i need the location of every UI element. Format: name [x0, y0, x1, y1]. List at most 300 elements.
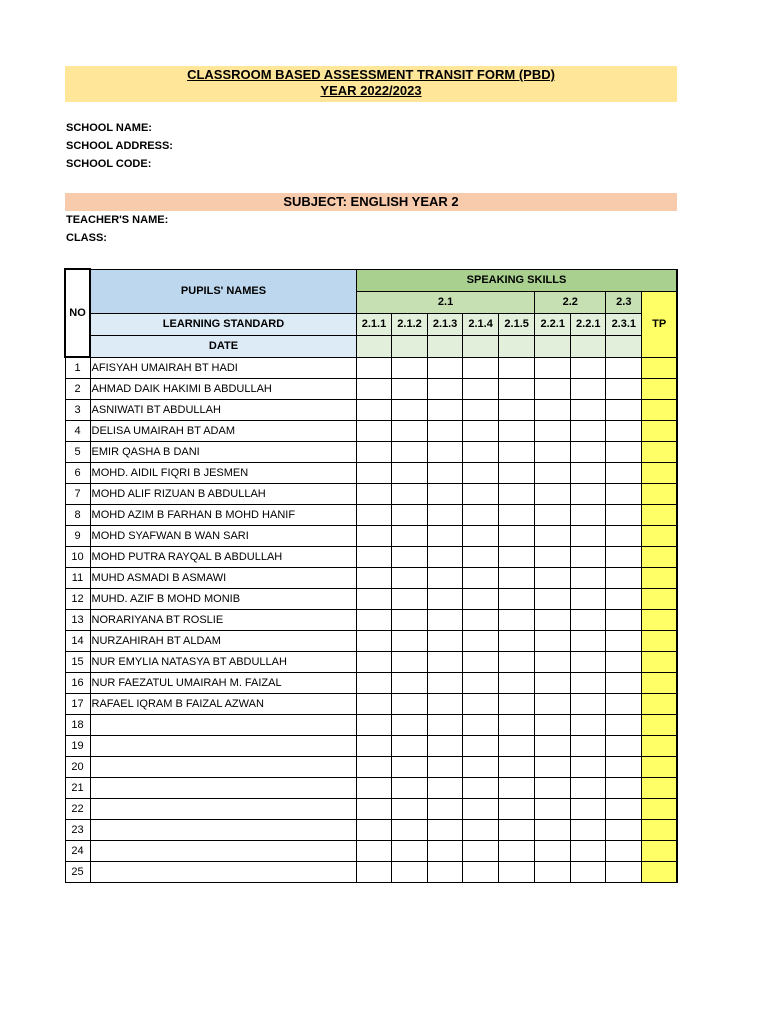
- learning-standard-label: LEARNING STANDARD: [90, 313, 356, 335]
- table-row: [65, 778, 677, 799]
- score-cell[interactable]: [356, 484, 391, 505]
- score-cell[interactable]: [428, 673, 463, 694]
- pupil-name[interactable]: NURZAHIRAH BT ALDAM: [90, 631, 356, 652]
- score-cell[interactable]: [428, 778, 463, 799]
- score-cell[interactable]: [535, 610, 571, 631]
- score-cell[interactable]: [535, 400, 571, 421]
- score-cell[interactable]: [463, 757, 499, 778]
- score-cell[interactable]: [356, 505, 391, 526]
- tp-cell[interactable]: [642, 589, 677, 610]
- pupil-name[interactable]: AHMAD DAIK HAKIMI B ABDULLAH: [90, 379, 356, 400]
- tp-cell[interactable]: [642, 421, 677, 442]
- score-cell[interactable]: [571, 715, 606, 736]
- score-cell[interactable]: [499, 379, 535, 400]
- score-cell[interactable]: [463, 421, 499, 442]
- score-cell[interactable]: [571, 442, 606, 463]
- score-cell[interactable]: [499, 652, 535, 673]
- score-cell[interactable]: [535, 778, 571, 799]
- score-cell[interactable]: [606, 673, 642, 694]
- score-cell[interactable]: [463, 610, 499, 631]
- school-name-label: SCHOOL NAME:: [66, 122, 152, 134]
- form-title: CLASSROOM BASED ASSESSMENT TRANSIT FORM (PBD): [187, 67, 555, 82]
- score-cell[interactable]: [606, 631, 642, 652]
- score-cell[interactable]: [428, 757, 463, 778]
- score-cell[interactable]: [392, 799, 428, 820]
- score-cell[interactable]: [356, 715, 391, 736]
- tp-cell[interactable]: [642, 610, 677, 631]
- score-cell[interactable]: [535, 820, 571, 841]
- tp-cell[interactable]: [642, 442, 677, 463]
- score-cell[interactable]: [392, 547, 428, 568]
- form-year: YEAR 2022/2023: [320, 83, 422, 98]
- tp-cell[interactable]: [642, 715, 677, 736]
- score-cell[interactable]: [499, 841, 535, 862]
- score-cell[interactable]: [571, 799, 606, 820]
- pupil-name[interactable]: [90, 757, 356, 778]
- score-cell[interactable]: [463, 442, 499, 463]
- score-cell[interactable]: [499, 442, 535, 463]
- score-cell[interactable]: [356, 400, 391, 421]
- score-cell[interactable]: [606, 442, 642, 463]
- score-cell[interactable]: [428, 568, 463, 589]
- score-cell[interactable]: [463, 526, 499, 547]
- score-cell[interactable]: [428, 526, 463, 547]
- score-cell[interactable]: [392, 421, 428, 442]
- score-cell[interactable]: [571, 610, 606, 631]
- score-cell[interactable]: [499, 820, 535, 841]
- pupil-name[interactable]: [90, 736, 356, 757]
- table-row: [65, 547, 677, 568]
- score-cell[interactable]: [606, 463, 642, 484]
- score-cell[interactable]: [392, 568, 428, 589]
- score-cell[interactable]: [499, 463, 535, 484]
- score-cell[interactable]: [606, 736, 642, 757]
- score-cell[interactable]: [535, 463, 571, 484]
- score-cell[interactable]: [571, 526, 606, 547]
- score-cell[interactable]: [606, 421, 642, 442]
- pupil-name[interactable]: ASNIWATI BT ABDULLAH: [90, 400, 356, 421]
- pupil-name[interactable]: NUR FAEZATUL UMAIRAH M. FAIZAL: [90, 673, 356, 694]
- score-cell[interactable]: [463, 400, 499, 421]
- pupil-rows: [65, 357, 677, 883]
- score-cell[interactable]: [463, 357, 499, 379]
- score-cell[interactable]: [392, 862, 428, 883]
- score-cell[interactable]: [606, 610, 642, 631]
- score-cell[interactable]: [535, 694, 571, 715]
- date-cell[interactable]: [356, 335, 391, 357]
- pupil-name[interactable]: MOHD. AIDIL FIQRI B JESMEN: [90, 463, 356, 484]
- pupil-name[interactable]: MUHD ASMADI B ASMAWI: [90, 568, 356, 589]
- score-cell[interactable]: [606, 547, 642, 568]
- score-cell[interactable]: [499, 862, 535, 883]
- score-cell[interactable]: [463, 820, 499, 841]
- row-number: 15: [65, 652, 90, 673]
- score-cell[interactable]: [392, 463, 428, 484]
- score-cell[interactable]: [463, 589, 499, 610]
- standard-header: 2.2.1: [571, 313, 606, 335]
- score-cell[interactable]: [499, 673, 535, 694]
- row-number: 9: [65, 526, 90, 547]
- date-cell[interactable]: [463, 335, 499, 357]
- score-cell[interactable]: [463, 484, 499, 505]
- pupil-name[interactable]: DELISA UMAIRAH BT ADAM: [90, 421, 356, 442]
- score-cell[interactable]: [463, 715, 499, 736]
- table-row: [65, 357, 677, 379]
- score-cell[interactable]: [428, 631, 463, 652]
- score-cell[interactable]: [535, 484, 571, 505]
- pupil-name[interactable]: MOHD AZIM B FARHAN B MOHD HANIF: [90, 505, 356, 526]
- table-row: [65, 694, 677, 715]
- score-cell[interactable]: [571, 841, 606, 862]
- pupil-name[interactable]: [90, 841, 356, 862]
- pupil-name[interactable]: MOHD PUTRA RAYQAL B ABDULLAH: [90, 547, 356, 568]
- score-cell[interactable]: [606, 694, 642, 715]
- tp-cell[interactable]: [642, 778, 677, 799]
- table-row: [65, 757, 677, 778]
- score-cell[interactable]: [356, 652, 391, 673]
- score-cell[interactable]: [571, 778, 606, 799]
- score-cell[interactable]: [428, 421, 463, 442]
- pupil-name[interactable]: MUHD. AZIF B MOHD MONIB: [90, 589, 356, 610]
- score-cell[interactable]: [571, 820, 606, 841]
- score-cell[interactable]: [571, 652, 606, 673]
- tp-cell[interactable]: [642, 820, 677, 841]
- score-cell[interactable]: [428, 610, 463, 631]
- row-number: 6: [65, 463, 90, 484]
- score-cell[interactable]: [428, 862, 463, 883]
- standard-header: 2.1.2: [392, 313, 428, 335]
- score-cell[interactable]: [356, 862, 391, 883]
- score-cell[interactable]: [463, 547, 499, 568]
- row-number: 1: [65, 357, 90, 379]
- score-cell[interactable]: [356, 421, 391, 442]
- score-cell[interactable]: [499, 757, 535, 778]
- score-cell[interactable]: [392, 715, 428, 736]
- pupil-name[interactable]: NUR EMYLIA NATASYA BT ABDULLAH: [90, 652, 356, 673]
- score-cell[interactable]: [535, 841, 571, 862]
- score-cell[interactable]: [499, 484, 535, 505]
- pupil-name[interactable]: [90, 820, 356, 841]
- pupil-name[interactable]: [90, 862, 356, 883]
- score-cell[interactable]: [356, 547, 391, 568]
- score-cell[interactable]: [499, 568, 535, 589]
- score-cell[interactable]: [606, 841, 642, 862]
- pupil-name[interactable]: RAFAEL IQRAM B FAIZAL AZWAN: [90, 694, 356, 715]
- score-cell[interactable]: [356, 694, 391, 715]
- tp-cell[interactable]: [642, 379, 677, 400]
- score-cell[interactable]: [499, 799, 535, 820]
- row-number: 22: [65, 799, 90, 820]
- score-cell[interactable]: [571, 568, 606, 589]
- score-cell[interactable]: [392, 400, 428, 421]
- score-cell[interactable]: [463, 673, 499, 694]
- tp-cell[interactable]: [642, 799, 677, 820]
- score-cell[interactable]: [606, 526, 642, 547]
- table-row: [65, 379, 677, 400]
- score-cell[interactable]: [535, 357, 571, 379]
- date-cell[interactable]: [499, 335, 535, 357]
- score-cell[interactable]: [463, 379, 499, 400]
- score-cell[interactable]: [606, 820, 642, 841]
- tp-cell[interactable]: [642, 400, 677, 421]
- score-cell[interactable]: [463, 463, 499, 484]
- pupil-name[interactable]: [90, 778, 356, 799]
- score-cell[interactable]: [392, 736, 428, 757]
- score-cell[interactable]: [606, 715, 642, 736]
- table-row: [65, 526, 677, 547]
- score-cell[interactable]: [392, 652, 428, 673]
- score-cell[interactable]: [428, 715, 463, 736]
- score-cell[interactable]: [606, 652, 642, 673]
- row-number: 3: [65, 400, 90, 421]
- score-cell[interactable]: [499, 610, 535, 631]
- date-cell[interactable]: [606, 335, 642, 357]
- score-cell[interactable]: [499, 631, 535, 652]
- score-cell[interactable]: [606, 862, 642, 883]
- table-row: [65, 463, 677, 484]
- school-info: [66, 119, 173, 173]
- score-cell[interactable]: [428, 736, 463, 757]
- score-cell[interactable]: [499, 400, 535, 421]
- date-cell[interactable]: [392, 335, 428, 357]
- score-cell[interactable]: [428, 694, 463, 715]
- score-cell[interactable]: [535, 547, 571, 568]
- score-cell[interactable]: [392, 841, 428, 862]
- pupil-name[interactable]: AFISYAH UMAIRAH BT HADI: [90, 357, 356, 379]
- score-cell[interactable]: [463, 799, 499, 820]
- score-cell[interactable]: [392, 357, 428, 379]
- tp-cell[interactable]: [642, 736, 677, 757]
- group-header-2-2: 2.2: [535, 291, 606, 313]
- score-cell[interactable]: [571, 379, 606, 400]
- tp-cell[interactable]: [642, 862, 677, 883]
- score-cell[interactable]: [356, 631, 391, 652]
- score-cell[interactable]: [428, 505, 463, 526]
- score-cell[interactable]: [606, 505, 642, 526]
- tp-cell[interactable]: [642, 673, 677, 694]
- score-cell[interactable]: [392, 820, 428, 841]
- row-number: 4: [65, 421, 90, 442]
- score-cell[interactable]: [463, 841, 499, 862]
- tp-cell[interactable]: [642, 694, 677, 715]
- form-title-block: [65, 66, 677, 102]
- tp-header: TP: [642, 291, 677, 357]
- score-cell[interactable]: [535, 757, 571, 778]
- tp-cell[interactable]: [642, 841, 677, 862]
- score-cell[interactable]: [392, 673, 428, 694]
- score-cell[interactable]: [571, 421, 606, 442]
- score-cell[interactable]: [571, 547, 606, 568]
- score-cell[interactable]: [392, 526, 428, 547]
- date-cell[interactable]: [535, 335, 571, 357]
- score-cell[interactable]: [428, 589, 463, 610]
- score-cell[interactable]: [571, 484, 606, 505]
- standard-header: 2.3.1: [606, 313, 642, 335]
- score-cell[interactable]: [571, 357, 606, 379]
- table-row: [65, 862, 677, 883]
- score-cell[interactable]: [463, 652, 499, 673]
- group-header-2-3: 2.3: [606, 291, 642, 313]
- score-cell[interactable]: [606, 799, 642, 820]
- score-cell[interactable]: [428, 484, 463, 505]
- score-cell[interactable]: [428, 400, 463, 421]
- row-number: 21: [65, 778, 90, 799]
- score-cell[interactable]: [535, 505, 571, 526]
- pupil-name[interactable]: MOHD ALIF RIZUAN B ABDULLAH: [90, 484, 356, 505]
- score-cell[interactable]: [499, 547, 535, 568]
- score-cell[interactable]: [606, 484, 642, 505]
- table-row: [65, 400, 677, 421]
- score-cell[interactable]: [499, 505, 535, 526]
- score-cell[interactable]: [392, 631, 428, 652]
- date-cell[interactable]: [428, 335, 463, 357]
- score-cell[interactable]: [606, 568, 642, 589]
- school-address-label: SCHOOL ADDRESS:: [66, 140, 173, 152]
- pupil-name[interactable]: EMIR QASHA B DANI: [90, 442, 356, 463]
- score-cell[interactable]: [428, 463, 463, 484]
- score-cell[interactable]: [356, 610, 391, 631]
- table-row: [65, 841, 677, 862]
- score-cell[interactable]: [571, 631, 606, 652]
- teacher-info: [66, 211, 168, 247]
- tp-cell[interactable]: [642, 357, 677, 379]
- score-cell[interactable]: [392, 442, 428, 463]
- score-cell[interactable]: [356, 568, 391, 589]
- score-cell[interactable]: [392, 484, 428, 505]
- pupil-name[interactable]: MOHD SYAFWAN B WAN SARI: [90, 526, 356, 547]
- score-cell[interactable]: [356, 379, 391, 400]
- table-row: [65, 610, 677, 631]
- score-cell[interactable]: [535, 589, 571, 610]
- score-cell[interactable]: [356, 442, 391, 463]
- score-cell[interactable]: [535, 631, 571, 652]
- score-cell[interactable]: [356, 778, 391, 799]
- tp-cell[interactable]: [642, 568, 677, 589]
- score-cell[interactable]: [428, 547, 463, 568]
- score-cell[interactable]: [571, 694, 606, 715]
- score-cell[interactable]: [606, 778, 642, 799]
- score-cell[interactable]: [535, 715, 571, 736]
- score-cell[interactable]: [535, 442, 571, 463]
- score-cell[interactable]: [535, 652, 571, 673]
- standard-header: 2.2.1: [535, 313, 571, 335]
- score-cell[interactable]: [463, 631, 499, 652]
- score-cell[interactable]: [571, 505, 606, 526]
- table-row: [65, 484, 677, 505]
- score-cell[interactable]: [356, 799, 391, 820]
- score-cell[interactable]: [606, 357, 642, 379]
- score-cell[interactable]: [428, 841, 463, 862]
- score-cell[interactable]: [428, 799, 463, 820]
- tp-cell[interactable]: [642, 526, 677, 547]
- score-cell[interactable]: [606, 379, 642, 400]
- score-cell[interactable]: [392, 757, 428, 778]
- score-cell[interactable]: [606, 589, 642, 610]
- score-cell[interactable]: [535, 568, 571, 589]
- date-cell[interactable]: [571, 335, 606, 357]
- score-cell[interactable]: [535, 673, 571, 694]
- score-cell[interactable]: [571, 589, 606, 610]
- score-cell[interactable]: [463, 778, 499, 799]
- score-cell[interactable]: [571, 757, 606, 778]
- score-cell[interactable]: [535, 526, 571, 547]
- score-cell[interactable]: [499, 715, 535, 736]
- score-cell[interactable]: [535, 736, 571, 757]
- score-cell[interactable]: [428, 820, 463, 841]
- score-cell[interactable]: [499, 589, 535, 610]
- score-cell[interactable]: [499, 694, 535, 715]
- tp-cell[interactable]: [642, 652, 677, 673]
- score-cell[interactable]: [428, 652, 463, 673]
- row-number: 12: [65, 589, 90, 610]
- pupil-name[interactable]: NORARIYANA BT ROSLIE: [90, 610, 356, 631]
- score-cell[interactable]: [571, 736, 606, 757]
- score-cell[interactable]: [428, 357, 463, 379]
- score-cell[interactable]: [356, 357, 391, 379]
- score-cell[interactable]: [392, 694, 428, 715]
- tp-cell[interactable]: [642, 505, 677, 526]
- score-cell[interactable]: [392, 379, 428, 400]
- score-cell[interactable]: [499, 526, 535, 547]
- score-cell[interactable]: [535, 421, 571, 442]
- score-cell[interactable]: [356, 736, 391, 757]
- score-cell[interactable]: [463, 862, 499, 883]
- score-cell[interactable]: [428, 442, 463, 463]
- score-cell[interactable]: [356, 673, 391, 694]
- standard-header: 2.1.4: [463, 313, 499, 335]
- score-cell[interactable]: [535, 379, 571, 400]
- score-cell[interactable]: [463, 505, 499, 526]
- score-cell[interactable]: [535, 862, 571, 883]
- score-cell[interactable]: [499, 357, 535, 379]
- score-cell[interactable]: [356, 589, 391, 610]
- pupil-name[interactable]: [90, 799, 356, 820]
- score-cell[interactable]: [499, 736, 535, 757]
- score-cell[interactable]: [356, 463, 391, 484]
- score-cell[interactable]: [428, 379, 463, 400]
- tp-cell[interactable]: [642, 631, 677, 652]
- score-cell[interactable]: [463, 736, 499, 757]
- score-cell[interactable]: [571, 862, 606, 883]
- pupil-name[interactable]: [90, 715, 356, 736]
- score-cell[interactable]: [499, 778, 535, 799]
- tp-cell[interactable]: [642, 757, 677, 778]
- score-cell[interactable]: [356, 820, 391, 841]
- score-cell[interactable]: [571, 463, 606, 484]
- score-cell[interactable]: [606, 757, 642, 778]
- score-cell[interactable]: [606, 400, 642, 421]
- score-cell[interactable]: [356, 526, 391, 547]
- score-cell[interactable]: [392, 589, 428, 610]
- score-cell[interactable]: [535, 799, 571, 820]
- row-number: 13: [65, 610, 90, 631]
- table-row: [65, 736, 677, 757]
- score-cell[interactable]: [463, 694, 499, 715]
- tp-cell[interactable]: [642, 484, 677, 505]
- row-number: 18: [65, 715, 90, 736]
- score-cell[interactable]: [499, 421, 535, 442]
- score-cell[interactable]: [571, 400, 606, 421]
- score-cell[interactable]: [356, 757, 391, 778]
- tp-cell[interactable]: [642, 463, 677, 484]
- score-cell[interactable]: [392, 505, 428, 526]
- score-cell[interactable]: [356, 841, 391, 862]
- score-cell[interactable]: [392, 778, 428, 799]
- tp-cell[interactable]: [642, 547, 677, 568]
- score-cell[interactable]: [392, 610, 428, 631]
- score-cell[interactable]: [571, 673, 606, 694]
- score-cell[interactable]: [463, 568, 499, 589]
